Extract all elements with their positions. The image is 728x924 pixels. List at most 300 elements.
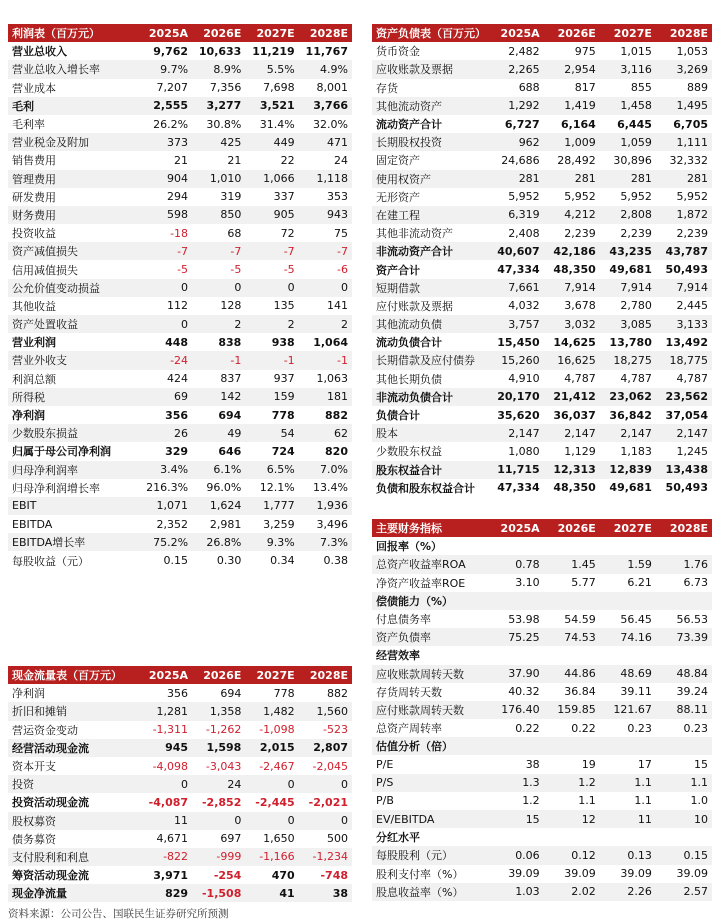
value-cell: 17 [637, 758, 652, 772]
table-row [8, 757, 352, 775]
year-column-header: 2027E [245, 24, 298, 42]
value-cell: 38 [299, 884, 352, 902]
value-cell: 1.03 [488, 883, 544, 901]
value-cell: 75 [334, 226, 348, 240]
row-label: 流动资产合计 [376, 118, 442, 132]
value-cell: 50,493 [665, 481, 708, 495]
row-label: 总资产收益率ROA [372, 555, 488, 573]
value-cell: 181 [299, 388, 352, 406]
section-row [372, 737, 712, 755]
value-cell [544, 592, 600, 610]
value-cell: 0.23 [683, 721, 708, 735]
row-label: 研发费用 [12, 190, 56, 204]
year-column-header: 2027E [600, 24, 656, 42]
value-cell: 1.45 [544, 555, 600, 573]
table-row [8, 406, 352, 424]
value-cell: 7,698 [263, 81, 295, 95]
value-cell: 0.06 [488, 846, 544, 864]
table-row [8, 279, 352, 297]
value-cell: 294 [167, 190, 189, 204]
value-cell: -1 [245, 351, 298, 369]
row-label: 营业税金及附加 [8, 133, 139, 151]
value-cell: 6.5% [245, 461, 298, 479]
row-label: 其他流动资产 [372, 97, 488, 115]
value-cell: 904 [139, 170, 192, 188]
value-cell: 1,598 [192, 739, 245, 757]
row-label: 营业利润 [12, 336, 56, 350]
value-cell: 905 [245, 206, 298, 224]
value-cell: 281 [600, 170, 656, 188]
row-label: 存货周转天数 [376, 685, 442, 699]
value-cell: 1,118 [299, 170, 352, 188]
value-cell: 1,064 [313, 335, 348, 349]
value-cell: 882 [325, 408, 348, 422]
table-row [8, 206, 352, 224]
row-label: 经营效率 [376, 649, 420, 663]
value-cell: 281 [656, 170, 712, 188]
value-cell [488, 828, 544, 846]
row-label: 现金净流量 [8, 884, 139, 902]
value-cell: 50,493 [665, 263, 708, 277]
value-cell: 88.11 [656, 701, 712, 719]
value-cell [488, 537, 544, 555]
row-label: 营业成本 [12, 81, 56, 95]
value-cell: 5,952 [508, 190, 540, 204]
table-row [372, 351, 712, 369]
value-cell: 159 [245, 388, 298, 406]
value-cell: 373 [139, 133, 192, 151]
value-cell: 4,032 [508, 299, 540, 313]
section-row [372, 646, 712, 664]
value-cell: 3,269 [656, 60, 712, 78]
value-cell: 0.30 [216, 554, 242, 568]
value-cell: 1,495 [656, 97, 712, 115]
value-cell: 37,054 [665, 408, 708, 422]
table-row [8, 151, 352, 169]
value-cell: -2,445 [255, 795, 295, 809]
value-cell: 21 [174, 153, 189, 167]
value-cell: 449 [245, 133, 298, 151]
row-label: 归母净利润率 [8, 461, 139, 479]
row-label: 少数股东权益 [376, 445, 442, 459]
value-cell: 1.3 [488, 774, 544, 792]
table-row [372, 774, 712, 792]
value-cell: 62 [299, 424, 352, 442]
value-cell: 14,625 [553, 335, 596, 349]
value-cell: 2,408 [508, 226, 540, 240]
value-cell: -7 [139, 242, 192, 260]
table-row [372, 188, 712, 206]
table-row [8, 79, 352, 97]
value-cell: 6,727 [504, 117, 540, 131]
row-label: 使用权资产 [372, 170, 488, 188]
source-note: 资料来源：公司公告、国联民生证券研究所预测 [8, 908, 229, 920]
value-cell: 74.53 [544, 628, 600, 646]
row-label: 无形资产 [376, 190, 420, 204]
value-cell: 41 [245, 884, 298, 902]
value-cell: 0.23 [627, 721, 652, 735]
value-cell: 74.16 [600, 628, 656, 646]
row-label: 利润总额 [12, 372, 56, 386]
table-row [8, 551, 352, 569]
value-cell: 12,313 [544, 461, 600, 479]
value-cell: 2,445 [676, 299, 708, 313]
value-cell: 11,715 [488, 461, 544, 479]
value-cell: 2,807 [299, 739, 352, 757]
value-cell: 0 [299, 775, 352, 793]
value-cell: -24 [139, 351, 192, 369]
value-cell: 43,235 [600, 242, 656, 260]
table-row [8, 97, 352, 115]
value-cell: 40.32 [508, 685, 540, 699]
value-cell: 0 [245, 279, 298, 297]
row-label: 其他长期负债 [376, 372, 442, 386]
year-column-header: 2028E [299, 666, 352, 684]
value-cell: 96.0% [206, 481, 242, 495]
value-cell: -7 [245, 242, 298, 260]
value-cell: 142 [192, 388, 245, 406]
value-cell: 3,277 [192, 97, 245, 115]
row-label: 管理费用 [8, 170, 139, 188]
table-row [372, 42, 712, 60]
row-label: 净资产收益率ROE [376, 576, 466, 590]
value-cell: 850 [192, 206, 245, 224]
value-cell: -999 [192, 848, 245, 866]
value-cell [656, 537, 712, 555]
value-cell: 141 [327, 299, 348, 313]
value-cell: 36,037 [553, 408, 596, 422]
value-cell: 2,482 [508, 44, 540, 58]
value-cell: 1,624 [192, 497, 245, 515]
value-cell: 0.22 [571, 721, 596, 735]
value-cell: 6,445 [617, 117, 652, 131]
row-label: 毛利 [8, 97, 139, 115]
value-cell: 11 [139, 812, 192, 830]
value-cell: 1.76 [656, 555, 712, 573]
value-cell: 3,133 [656, 315, 712, 333]
table-row [372, 719, 712, 737]
table-row [372, 406, 712, 424]
value-cell: 26.2% [153, 117, 189, 131]
value-cell: 1,111 [656, 133, 712, 151]
row-label: 归母净利润增长率 [12, 481, 100, 495]
value-cell: 3,116 [600, 60, 656, 78]
row-label: 负债和股东权益合计 [376, 481, 475, 495]
row-label: 股利支付率（%） [376, 867, 464, 881]
table-row [8, 224, 352, 242]
value-cell: 0.22 [515, 721, 540, 735]
value-cell: 1,650 [263, 832, 295, 846]
row-label: 存货 [376, 81, 398, 95]
value-cell: 56.53 [676, 612, 708, 626]
value-cell: 176.40 [488, 701, 544, 719]
value-cell: 2 [299, 315, 352, 333]
year-column-header: 2027E [600, 519, 656, 537]
value-cell: 112 [167, 299, 189, 313]
value-cell: -1 [192, 351, 245, 369]
value-cell: 2,808 [600, 206, 656, 224]
value-cell: 3,766 [299, 97, 352, 115]
value-cell [656, 737, 712, 755]
value-cell: 2,954 [544, 60, 600, 78]
value-cell: 975 [574, 44, 596, 58]
table-row [8, 830, 352, 848]
row-label: 偿债能力（%） [372, 592, 488, 610]
value-cell: 16,625 [544, 351, 600, 369]
value-cell: 1,777 [245, 497, 298, 515]
value-cell: 159.85 [544, 701, 600, 719]
value-cell: 21 [227, 153, 242, 167]
value-cell: 7.0% [299, 461, 352, 479]
value-cell: 1.59 [600, 555, 656, 573]
value-cell: 694 [218, 408, 242, 422]
year-column-header: 2025A [488, 519, 544, 537]
table-row [372, 242, 712, 260]
value-cell: 7,356 [209, 81, 242, 95]
value-cell: 28,492 [557, 153, 596, 167]
row-label: 股权募资 [8, 812, 139, 830]
value-cell: 820 [325, 444, 348, 458]
value-cell: -18 [170, 226, 189, 240]
table-row [8, 188, 352, 206]
table-row [8, 884, 352, 902]
table-row [372, 610, 712, 628]
row-label: 投资活动现金流 [12, 796, 89, 810]
row-label: 股东权益合计 [372, 461, 488, 479]
value-cell: 39.24 [676, 685, 708, 699]
row-label: 负债合计 [376, 409, 420, 423]
row-label: P/B [376, 794, 394, 808]
row-label: EBIT [8, 497, 139, 515]
value-cell: 9,762 [153, 44, 189, 58]
value-cell: 2 [245, 315, 298, 333]
year-column-header: 2026E [544, 24, 600, 42]
value-cell: 1,009 [544, 133, 600, 151]
row-label: EBITDA [12, 517, 53, 531]
table-row [8, 479, 352, 497]
row-label: 股息收益率（%） [372, 883, 488, 901]
table-header-row [372, 519, 712, 537]
value-cell: 1,560 [299, 702, 352, 720]
value-cell: 1,419 [544, 97, 600, 115]
value-cell: -1,098 [259, 723, 295, 737]
value-cell: 694 [220, 686, 242, 700]
value-cell: 3,971 [153, 868, 189, 882]
value-cell [656, 646, 712, 664]
value-cell: -1,234 [299, 848, 352, 866]
value-cell: 838 [218, 335, 242, 349]
value-cell: 9.3% [245, 533, 298, 551]
row-label: 归属于母公司净利润 [12, 445, 111, 459]
section-row [372, 537, 712, 555]
value-cell: 3,521 [245, 97, 298, 115]
value-cell: 3,496 [316, 517, 348, 531]
table-row [372, 810, 712, 828]
value-cell: 15,260 [488, 351, 544, 369]
value-cell: 26 [139, 424, 192, 442]
value-cell: 48,350 [553, 481, 596, 495]
table-row [372, 79, 712, 97]
value-cell: 43,787 [656, 242, 712, 260]
value-cell: 882 [327, 686, 348, 700]
table-row [8, 812, 352, 830]
value-cell: 3.10 [515, 576, 540, 590]
row-label: 营业总收入增长率 [8, 60, 139, 78]
row-label: 非流动资产合计 [372, 242, 488, 260]
value-cell: 1,281 [139, 702, 192, 720]
table-row [372, 574, 712, 592]
value-cell: 42,186 [544, 242, 600, 260]
table-row [8, 515, 352, 533]
value-cell: 7,914 [600, 279, 656, 297]
value-cell: 30.8% [206, 117, 242, 131]
value-cell: 8,001 [316, 81, 348, 95]
value-cell [656, 828, 712, 846]
table-row [372, 388, 712, 406]
row-label: 投资 [8, 775, 139, 793]
value-cell: 471 [299, 133, 352, 151]
value-cell: 2,239 [564, 226, 596, 240]
value-cell: 69 [139, 388, 192, 406]
value-cell: 48.69 [600, 665, 656, 683]
balance-sheet-table [372, 24, 712, 497]
value-cell: 4,787 [564, 372, 596, 386]
value-cell: 5,952 [620, 190, 652, 204]
value-cell: 1.1 [600, 774, 656, 792]
table-row [372, 297, 712, 315]
table-row [372, 865, 712, 883]
row-label: 支付股利和利息 [8, 848, 139, 866]
value-cell: -7 [299, 242, 352, 260]
income-statement-table [8, 24, 352, 570]
value-cell: 26.8% [192, 533, 245, 551]
value-cell: 6.1% [192, 461, 245, 479]
value-cell: 56.45 [620, 612, 652, 626]
row-label: 其他流动负债 [372, 315, 488, 333]
table-title: 主要财务指标 [372, 519, 488, 537]
row-label: 分红水平 [376, 831, 420, 845]
value-cell: 0.78 [488, 555, 544, 573]
value-cell: 54 [245, 424, 298, 442]
value-cell: -254 [213, 868, 242, 882]
value-cell: 1,458 [600, 97, 656, 115]
table-row [8, 775, 352, 793]
value-cell: 13,780 [609, 335, 652, 349]
value-cell: 37.90 [488, 665, 544, 683]
value-cell: 47,334 [497, 481, 540, 495]
row-label: 销售费用 [12, 154, 56, 168]
table-row [372, 151, 712, 169]
value-cell: 2,981 [209, 517, 242, 531]
row-label: 经营活动现金流 [8, 739, 139, 757]
value-cell: 1.2 [522, 794, 540, 808]
value-cell: 337 [273, 190, 295, 204]
value-cell: 39.09 [620, 867, 652, 881]
value-cell: 319 [220, 190, 242, 204]
value-cell: 1,358 [192, 702, 245, 720]
value-cell: 724 [271, 444, 295, 458]
row-label: 公允价值变动损益 [8, 279, 139, 297]
value-cell: 1,059 [600, 133, 656, 151]
row-label: 非流动负债合计 [372, 388, 488, 406]
row-label: 估值分析（倍） [372, 737, 488, 755]
value-cell: 0 [192, 279, 245, 297]
value-cell: 0.38 [323, 554, 348, 568]
value-cell: 39.09 [508, 867, 540, 881]
table-row [372, 479, 712, 497]
row-label: 所得税 [8, 388, 139, 406]
table-row [372, 60, 712, 78]
value-cell: 889 [687, 81, 708, 95]
row-label: 资产减值损失 [8, 242, 139, 260]
value-cell [656, 592, 712, 610]
value-cell: 75.25 [488, 628, 544, 646]
value-cell: 1.1 [634, 794, 652, 808]
row-label: 应付账款周转天数 [372, 701, 488, 719]
value-cell: 15 [488, 810, 544, 828]
table-row [8, 115, 352, 133]
value-cell [600, 646, 656, 664]
value-cell: 13.4% [313, 481, 348, 495]
year-column-header: 2026E [192, 24, 245, 42]
table-title: 资产负债表（百万元） [372, 24, 488, 42]
table-row [8, 351, 352, 369]
row-label: 资产处置收益 [8, 315, 139, 333]
table-row [8, 297, 352, 315]
value-cell: 1,292 [488, 97, 544, 115]
value-cell: 44.86 [544, 665, 600, 683]
value-cell [488, 646, 544, 664]
value-cell: 945 [139, 739, 192, 757]
value-cell: -7 [192, 242, 245, 260]
row-label: 股本 [372, 424, 488, 442]
value-cell: 6.73 [683, 576, 708, 590]
value-cell: 1,066 [245, 170, 298, 188]
value-cell: 135 [273, 299, 295, 313]
value-cell: -2,045 [312, 759, 348, 773]
value-cell: 688 [518, 81, 540, 95]
value-cell: 32.0% [313, 117, 348, 131]
value-cell: 0.15 [163, 554, 189, 568]
year-column-header: 2026E [544, 519, 600, 537]
value-cell: 8.9% [192, 60, 245, 78]
table-header-row [372, 24, 712, 42]
value-cell: 6,705 [673, 117, 708, 131]
value-cell: -5 [230, 263, 242, 277]
row-label: 营业外收支 [8, 351, 139, 369]
table-row [372, 755, 712, 773]
value-cell: 48,350 [553, 263, 596, 277]
value-cell: 356 [167, 686, 189, 700]
value-cell: -822 [139, 848, 192, 866]
table-row [8, 702, 352, 720]
row-label: 在建工程 [372, 206, 488, 224]
value-cell: 5,952 [676, 190, 708, 204]
value-cell: 31.4% [259, 117, 295, 131]
value-cell: 49,681 [609, 263, 652, 277]
value-cell: -3,043 [205, 759, 242, 773]
value-cell: 7,914 [656, 279, 712, 297]
row-label: 净利润 [12, 687, 45, 701]
value-cell: -5 [283, 263, 295, 277]
row-label: 货币资金 [376, 45, 420, 59]
value-cell: 5,952 [564, 190, 596, 204]
row-label: 流动负债合计 [376, 336, 442, 350]
table-row [8, 721, 352, 739]
row-label: 其他收益 [12, 299, 56, 313]
row-label: 固定资产 [376, 154, 420, 168]
row-label: 资本开支 [12, 760, 56, 774]
